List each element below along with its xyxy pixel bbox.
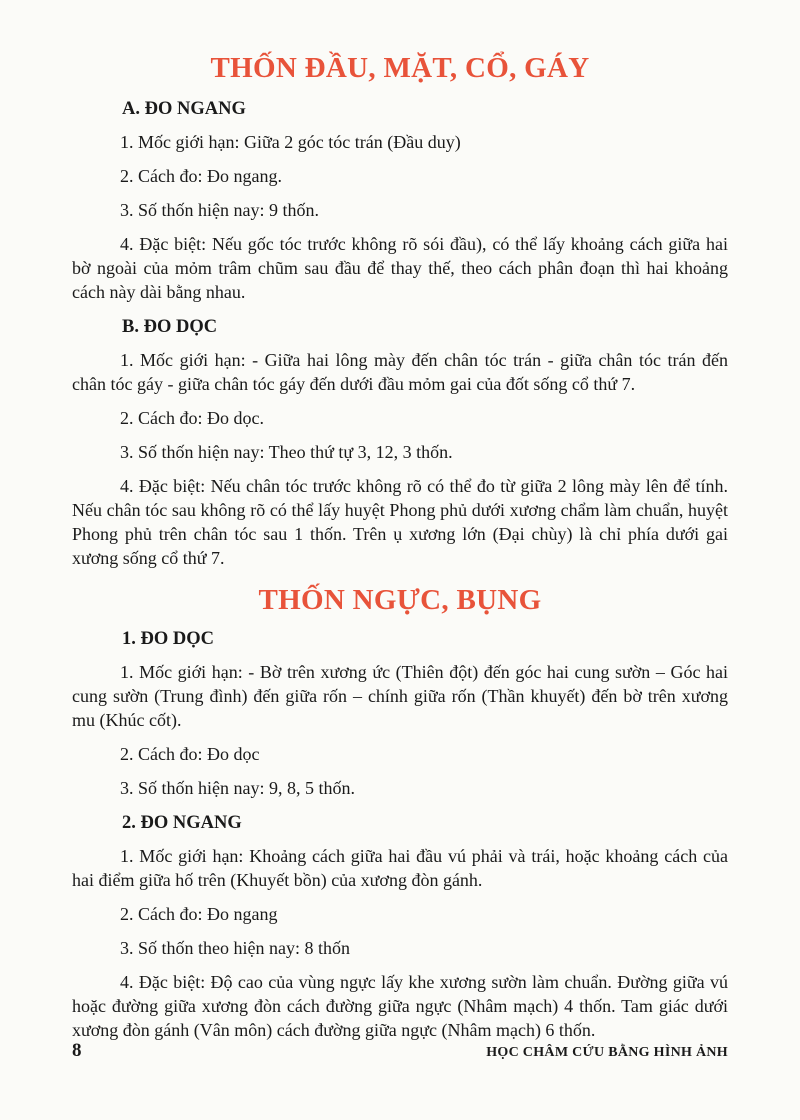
section-title-head-neck: THỐN ĐẦU, MẶT, CỔ, GÁY	[210, 52, 590, 84]
section-title-chest-abdomen: THỐN NGỰC, BỤNG	[258, 584, 542, 616]
paragraph: 3. Số thốn hiện nay: 9, 8, 5 thốn.	[120, 778, 355, 798]
paragraph: 1. Mốc giới hạn: Giữa 2 góc tóc trán (Đầu duy)	[120, 132, 461, 152]
subheading-vertical: 1. ĐO DỌC	[122, 629, 214, 649]
paragraph: 4. Đặc biệt: Nếu chân tóc trước không rõ có thể đo từ giữa 2 lông mày lên để tính. Nếu chân tóc sau không rõ có thể lấy huyệt Phong phủ dưới xương chẩm làm chuẩn, huyệt Phong phủ trên chân tóc sau 1 thốn. Trên ụ xương lớn (Đại chùy) là chỉ phía dưới gai xương sống cổ thứ 7.	[72, 476, 728, 568]
subheading-horizontal: 2. ĐO NGANG	[122, 813, 242, 833]
paragraph: 3. Số thốn hiện nay: Theo thứ tự 3, 12, 3 thốn.	[120, 442, 453, 462]
paragraph: 4. Đặc biệt: Nếu gốc tóc trước không rõ sói đầu), có thể lấy khoảng cách giữa hai bờ ngoài của mỏm trâm chũm sau đầu để thay thế, theo cách phân đoạn thì hai khoảng cách này dài bằng nhau.	[72, 234, 728, 302]
paragraph: 1. Mốc giới hạn: Khoảng cách giữa hai đầu vú phải và trái, hoặc khoảng cách của hai điểm giữa hố trên (Khuyết bồn) của xương đòn gánh.	[72, 846, 728, 890]
book-title: HỌC CHÂM CỨU BẰNG HÌNH ẢNH	[486, 1045, 728, 1060]
paragraph: 3. Số thốn hiện nay: 9 thốn.	[120, 200, 319, 220]
paragraph: 2. Cách đo: Đo ngang.	[120, 166, 282, 186]
subheading-vertical: B. ĐO DỌC	[122, 317, 218, 337]
paragraph: 2. Cách đo: Đo dọc	[120, 744, 260, 764]
paragraph: 2. Cách đo: Đo dọc.	[120, 408, 264, 428]
page-footer	[72, 1040, 728, 1062]
page-content	[72, 50, 728, 1052]
paragraph: 2. Cách đo: Đo ngang	[120, 904, 278, 924]
paragraph: 4. Đặc biệt: Độ cao của vùng ngực lấy khe xương sườn làm chuẩn. Đường giữa vú hoặc đường giữa xương đòn cách đường giữa ngực (Nhâm mạch) 4 thốn. Tam giác dưới xương đòn gánh (Vân môn) cách đường giữa ngực (Nhâm mạch) 6 thốn.	[72, 972, 728, 1040]
paragraph: 3. Số thốn theo hiện nay: 8 thốn	[120, 938, 350, 958]
page-number: 8	[72, 1040, 82, 1061]
subheading-horizontal: A. ĐO NGANG	[122, 99, 246, 119]
paragraph: 1. Mốc giới hạn: - Giữa hai lông mày đến chân tóc trán - giữa chân tóc trán đến chân tóc gáy - giữa chân tóc gáy đến dưới đầu mỏm gai của đốt sống cổ thứ 7.	[72, 350, 728, 394]
paragraph: 1. Mốc giới hạn: - Bờ trên xương ức (Thiên đột) đến góc hai cung sườn – Góc hai cung sườn (Trung đình) đến giữa rốn – chính giữa rốn (Thần khuyết) đến bờ trên xương mu (Khúc cốt).	[72, 662, 728, 730]
